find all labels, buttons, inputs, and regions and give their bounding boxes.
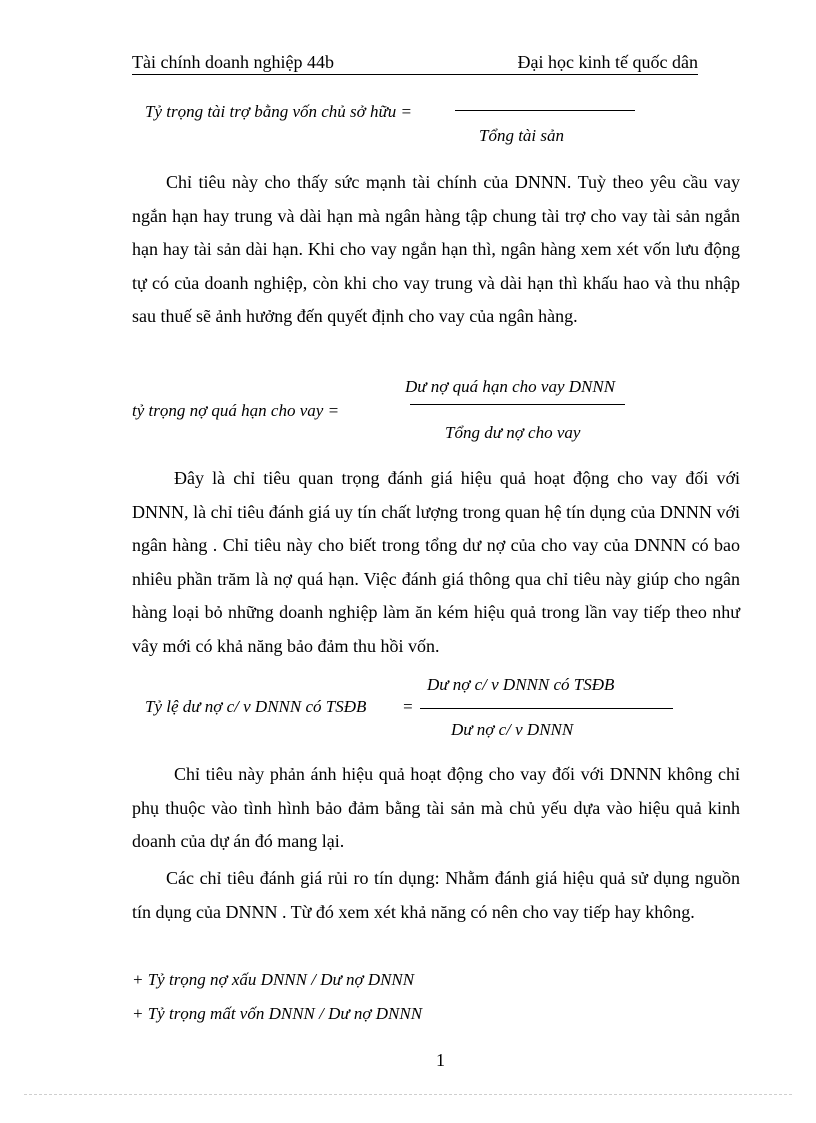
page-border-divider: [24, 1094, 792, 1095]
fraction-bar: [420, 708, 673, 709]
paragraph: Chỉ tiêu này phản ánh hiệu quả hoạt động cho vay đối với DNNN không chỉ phụ thuộc vào tình hình bảo đảm bằng tài sản mà chủ yếu dựa vào hiệu quả kinh doanh của dự án đó mang lại.: [132, 764, 740, 851]
formula-label: tỷ trọng nợ quá hạn cho vay =: [132, 401, 340, 420]
page-number: 1: [436, 1050, 445, 1070]
ratio-item: + Tỷ trọng mất vốn DNNN / Dư nợ DNNN: [132, 1004, 423, 1023]
formula-numerator: Dư nợ quá hạn cho vay DNNN: [405, 377, 616, 396]
page-header: [132, 52, 698, 75]
formula-label: Tỷ lệ dư nợ c/ v DNNN có TSĐB: [145, 697, 367, 716]
fraction-bar: [410, 404, 625, 405]
fraction-bar: [455, 110, 635, 111]
formula-denominator: Dư nợ c/ v DNNN: [451, 720, 574, 739]
ratio-item: + Tỷ trọng nợ xấu DNNN / Dư nợ DNNN: [132, 970, 415, 989]
paragraph: Chỉ tiêu này cho thấy sức mạnh tài chính của DNNN. Tuỳ theo yêu cầu vay ngắn hạn hay trung và dài hạn mà ngân hàng tập chung tài trợ cho vay tài sản ngắn hạn hay tài sản dài hạn. Khi cho vay ngắn hạn thì, ngân hàng xem xét vốn lưu động tự có của doanh nghiệp, còn khi cho vay trung và dài hạn thì khấu hao và thu nhập sau thuế sẽ ảnh hưởng đến quyết định cho vay của ngân hàng.: [132, 172, 740, 326]
formula-equals: =: [402, 697, 414, 716]
paragraph: Các chỉ tiêu đánh giá rủi ro tín dụng: Nhằm đánh giá hiệu quả sử dụng nguồn tín dụng của DNNN . Từ đó xem xét khả năng có nên cho vay tiếp hay không.: [132, 868, 740, 922]
header-left-title: Tài chính doanh nghiệp 44b: [132, 52, 334, 72]
header-right-title: Đại học kinh tế quốc dân: [517, 52, 698, 72]
formula-denominator: Tổng tài sản: [479, 126, 565, 145]
formula-label: Tỷ trọng tài trợ bằng vốn chủ sở hữu =: [145, 102, 412, 121]
paragraph: Đây là chỉ tiêu quan trọng đánh giá hiệu quả hoạt động cho vay đối với DNNN, là chỉ tiêu đánh giá uy tín chất lượng trong quan hệ tín dụng của DNNN với ngân hàng . Chỉ tiêu này cho biết trong tổng dư nợ của cho vay của DNNN có bao nhiêu phần trăm là nợ quá hạn. Việc đánh giá thông qua chỉ tiêu này giúp cho ngân hàng loại bỏ những doanh nghiệp làm ăn kém hiệu quả trong lần vay tiếp theo như vây mới có khả năng bảo đảm thu hồi vốn.: [132, 468, 740, 656]
formula-numerator: Dư nợ c/ v DNNN có TSĐB: [427, 675, 615, 694]
formula-denominator: Tổng dư nợ cho vay: [445, 423, 581, 442]
